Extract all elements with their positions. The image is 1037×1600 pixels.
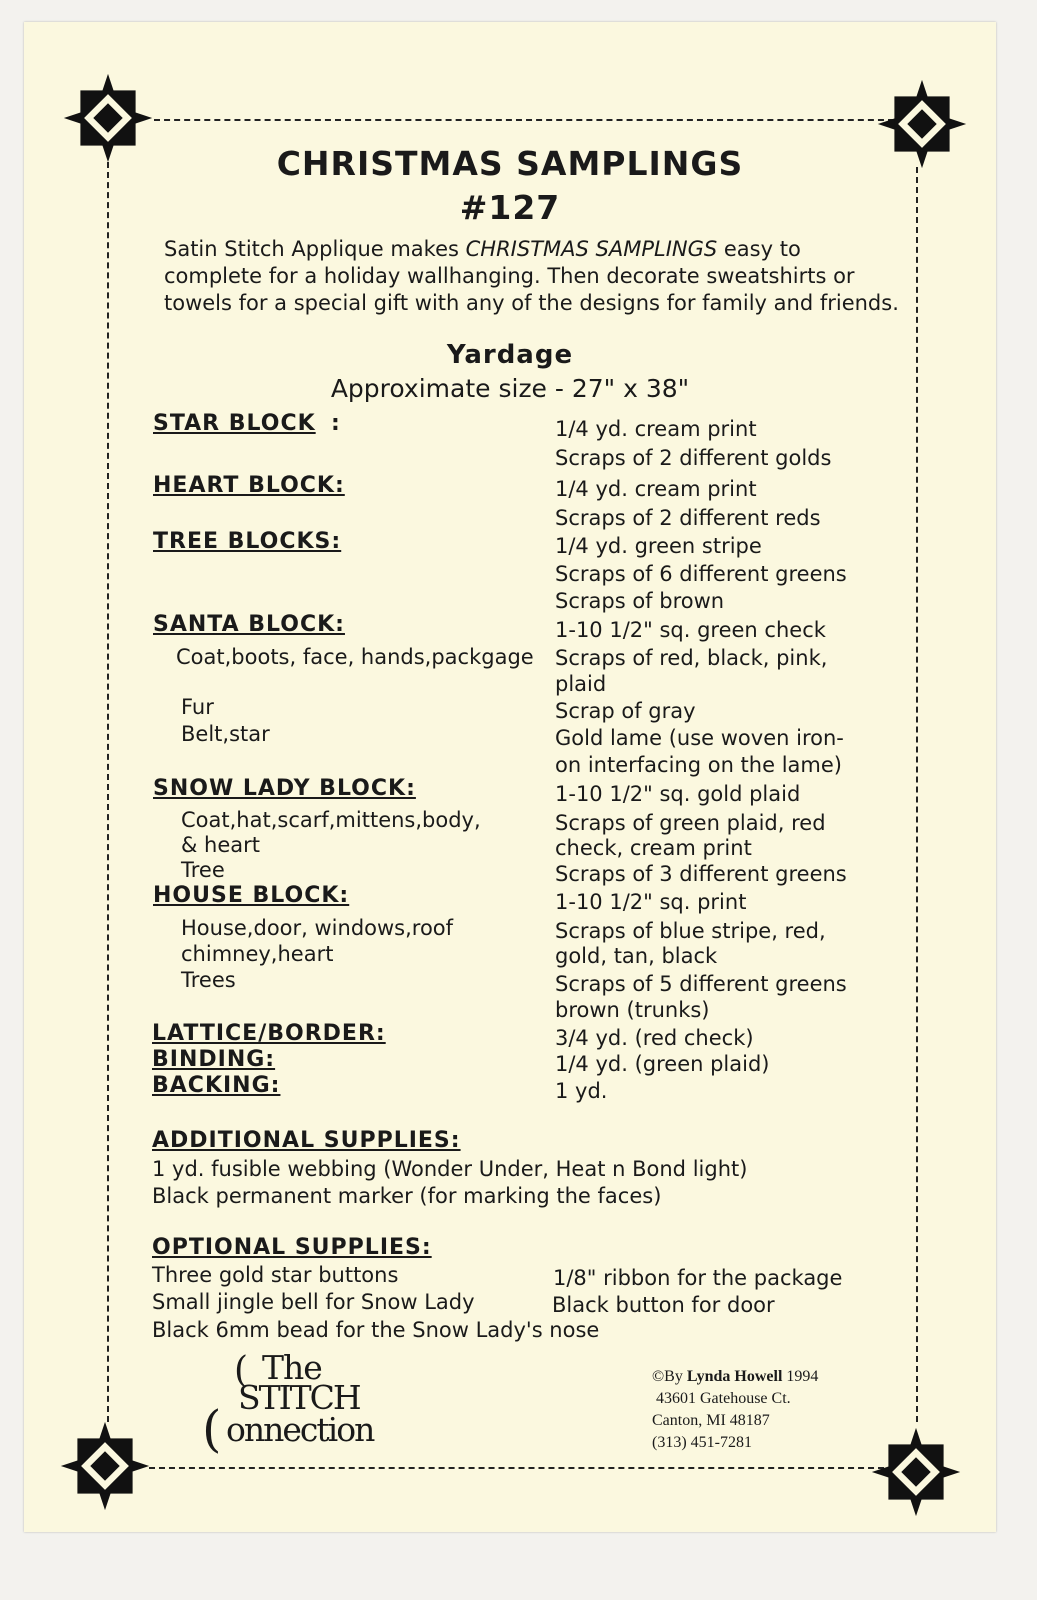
credit-line-address: 43601 Gatehouse Ct. [656,1390,791,1407]
section-head-backing: BACKING: [152,1073,281,1098]
list-item: Scrap of gray [555,699,696,723]
list-item: 1 yd. [555,1079,608,1103]
list-item: 1/4 yd. cream print [555,477,757,501]
section-head-binding: BINDING: [152,1047,276,1072]
section-head-heart-block: HEART BLOCK: [153,473,345,498]
credit-line-city: Canton, MI 48187 [652,1412,770,1429]
section-head-tree-blocks: TREE BLOCKS: [153,529,342,554]
intro-emphasis: CHRISTMAS SAMPLINGS [465,237,718,261]
list-item: on interfacing on the lame) [555,753,842,777]
optional-supplies-heading: OPTIONAL SUPPLIES: [152,1235,432,1260]
list-item: Scraps of 2 different reds [555,506,821,530]
additional-supply-item: Black permanent marker (for marking the faces) [152,1184,662,1208]
optional-supply-item: Black button for door [552,1293,775,1317]
list-item: Scraps of 3 different greens [555,862,847,886]
list-item: Scraps of red, black, pink, [555,646,828,670]
border-bottom [149,1467,894,1469]
section-head-star-block: STAR BLOCK [153,411,316,436]
yardage-heading: Yardage [446,340,574,370]
list-item: gold, tan, black [555,944,718,968]
optional-supply-item: Three gold star buttons [152,1263,399,1287]
copyright-credit [652,1366,818,1454]
section-head-santa-block: SANTA BLOCK: [153,612,345,637]
sub-item-label: House,door, windows,roof [181,916,454,940]
list-item: 1/4 yd. green stripe [555,534,762,558]
list-item: brown (trunks) [555,998,710,1022]
star-icon-bottom-right [870,1426,962,1518]
list-item: 1/4 yd. cream print [555,417,757,441]
list-item: 1/4 yd. (green plaid) [555,1052,770,1076]
list-item: Scraps of 5 different greens [555,972,847,996]
sub-item-label: chimney,heart [181,942,334,966]
pattern-number: #127 [459,188,561,227]
credit-line-phone: (313) 451-7281 [652,1434,752,1451]
logo-line-the: The [262,1348,322,1387]
pattern-card [24,22,996,1532]
approximate-size: Approximate size - 27" x 38" [330,374,690,403]
intro-text-start: Satin Stitch Applique makes [164,237,466,261]
list-item: Scraps of brown [555,589,725,613]
list-item: 1-10 1/2" sq. green check [555,618,826,642]
additional-supply-item: 1 yd. fusible webbing (Wonder Under, Heat n Bond light) [152,1157,748,1181]
section-head-lattice-border: LATTICE/BORDER: [152,1021,386,1046]
list-item: 1-10 1/2" sq. gold plaid [555,782,801,806]
list-item: 3/4 yd. (red check) [555,1026,754,1050]
sub-item-label: Tree [181,858,225,882]
list-item: check, cream print [555,836,752,860]
sub-item-label: & heart [181,833,261,857]
list-item: Scraps of blue stripe, red, [555,919,826,943]
additional-supplies-heading: ADDITIONAL SUPPLIES: [152,1128,461,1153]
star-icon-bottom-left [59,1420,151,1512]
logo-big-c: ( [234,1350,249,1391]
logo-line-stitch: STITCH [238,1378,360,1417]
sub-item-label: Coat,hat,scarf,mittens,body, [181,808,481,832]
sub-item-label: Fur [181,695,214,719]
list-item: plaid [555,672,607,696]
intro-text-end: easy to complete for a holiday wallhanging. Then decorate sweatshirts or towels for a special gift with any of the designs for family and friends. [164,237,899,315]
sub-item-label: Belt,star [181,722,270,746]
optional-supply-item: Black 6mm bead for the Snow Lady's nose [152,1318,600,1342]
optional-supply-item: 1/8" ribbon for the package [553,1266,843,1290]
border-top [154,119,894,121]
pattern-title: CHRISTMAS SAMPLINGS [276,144,744,183]
credit-line-author: ©By Lynda Howell 1994 [652,1368,819,1385]
list-item: Scraps of 6 different greens [555,562,847,586]
intro-paragraph [164,236,904,317]
list-item: Scraps of green plaid, red [555,811,826,835]
logo-big-c-connection: ( [202,1400,222,1458]
section-head-star-colon: : [331,411,340,436]
section-head-snow-lady-block: SNOW LADY BLOCK: [153,776,416,801]
sub-item-label: Coat,boots, face, hands,packgage [176,645,534,669]
list-item: Gold lame (use woven iron- [555,726,844,750]
list-item: Scraps of 2 different golds [555,446,832,470]
section-head-house-block: HOUSE BLOCK: [153,883,350,908]
list-item: 1-10 1/2" sq. print [555,890,747,914]
optional-supply-item: Small jingle bell for Snow Lady [152,1290,475,1314]
sub-item-label: Trees [181,968,236,992]
logo-line-connection: onnection [226,1410,374,1449]
